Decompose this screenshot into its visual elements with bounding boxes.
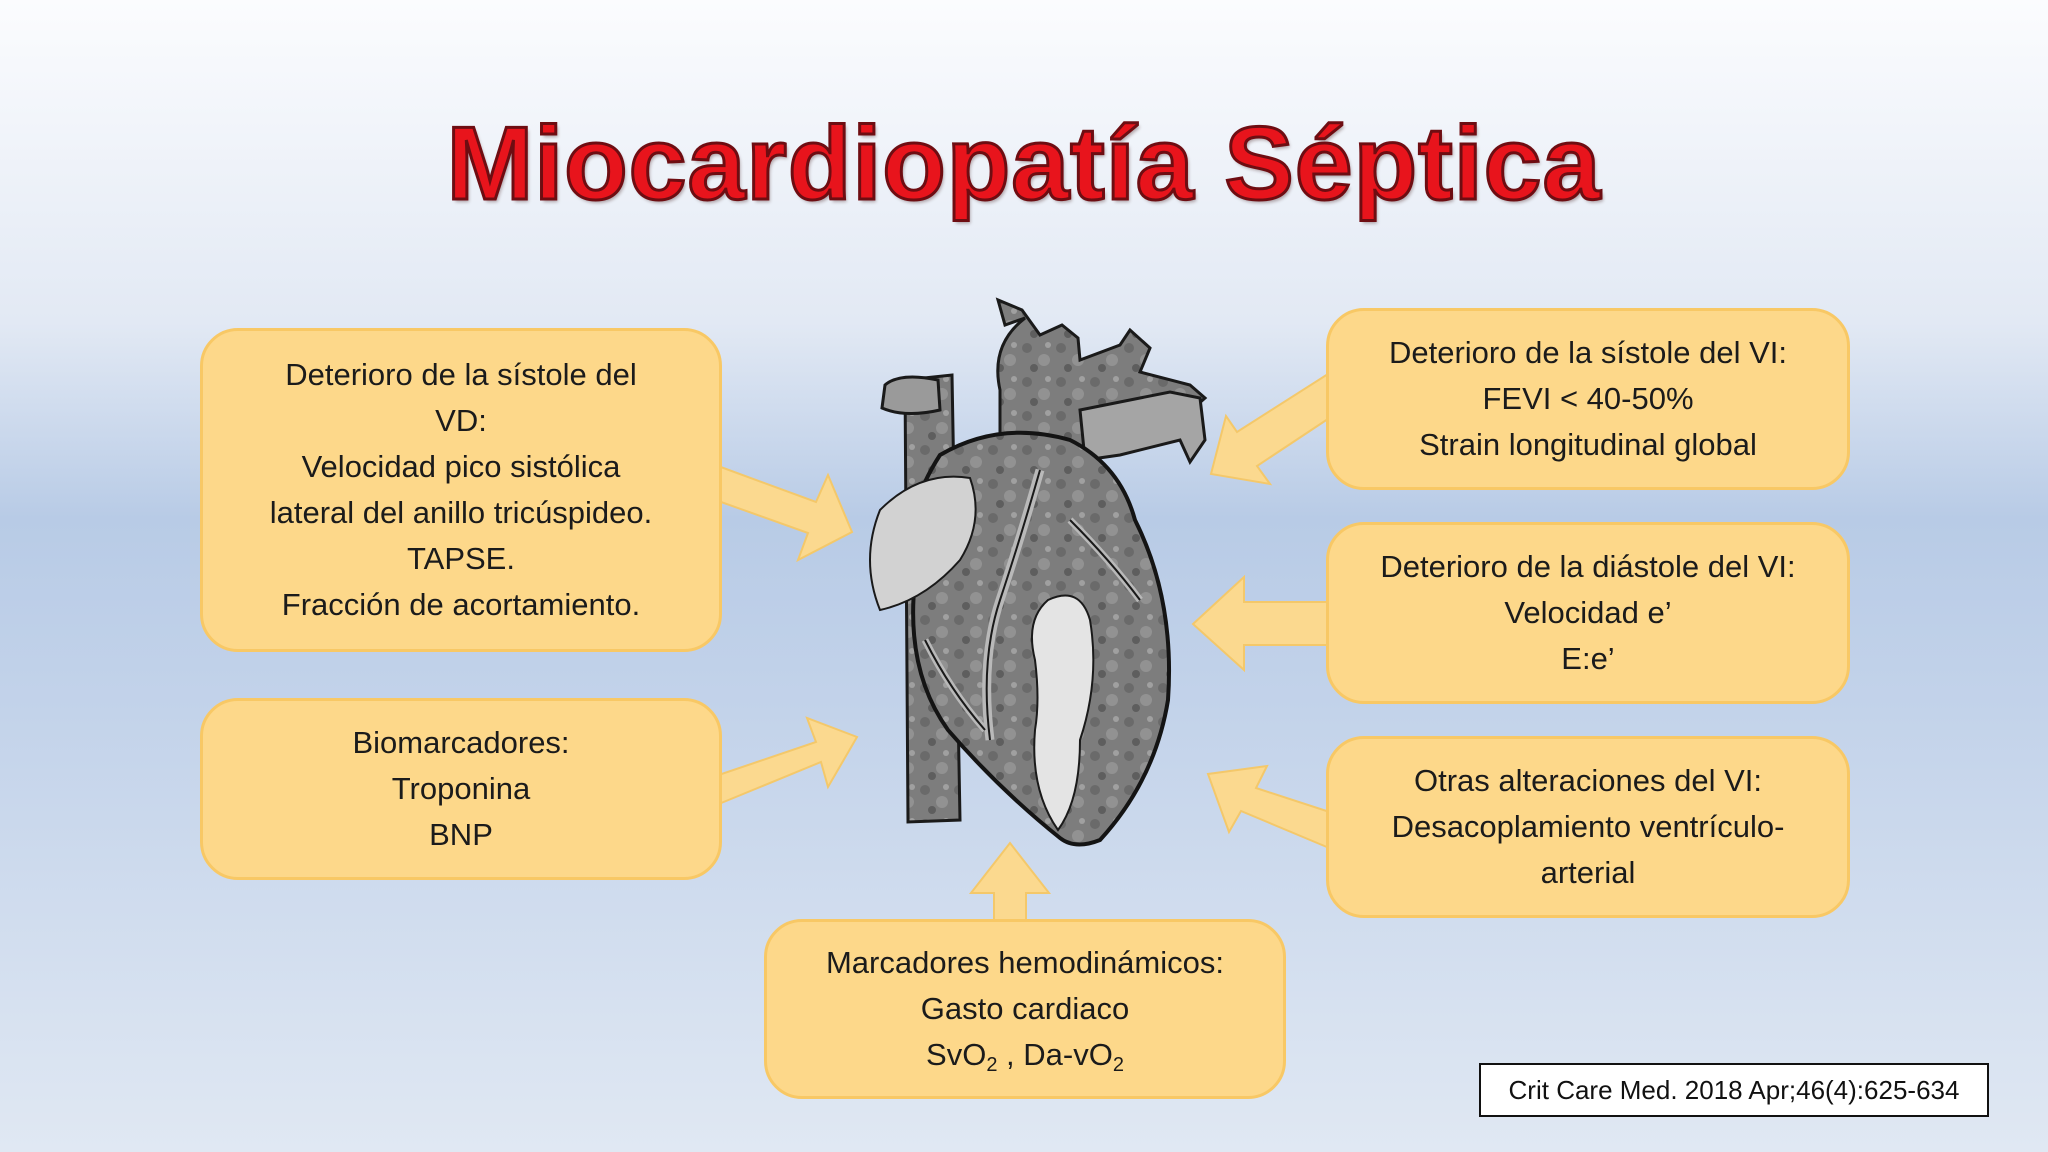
citation-box: Crit Care Med. 2018 Apr;46(4):625-634 xyxy=(1479,1063,1989,1117)
arrow-lv-diastole xyxy=(1193,577,1340,670)
lv-other-line-1: Otras alteraciones del VI: xyxy=(1413,763,1763,798)
biomarkers-line-3: BNP xyxy=(429,817,493,852)
lv-diastole-line-1: Deterioro de la diástole del VI: xyxy=(1380,549,1796,584)
davo2-label: Da-vO xyxy=(1023,1037,1113,1072)
rv-systole-box xyxy=(200,328,722,652)
lv-diastole-line-2: Velocidad e’ xyxy=(1504,595,1672,630)
lv-systole-line-2: FEVI < 40-50% xyxy=(1482,381,1694,416)
biomarkers-line-2: Troponina xyxy=(391,771,531,806)
lv-systole-box xyxy=(1326,308,1850,490)
lv-other-line-3: arterial xyxy=(1540,855,1636,890)
hemodynamic-line-3 xyxy=(926,1032,1124,1078)
lv-other-line-2: Desacoplamiento ventrículo- xyxy=(1391,809,1785,844)
svo2-label: SvO xyxy=(926,1037,987,1072)
rv-systole-line-3: Velocidad pico sistólica xyxy=(301,449,621,484)
davo2-subscript: 2 xyxy=(1112,1054,1124,1076)
arrow-rv-systole xyxy=(707,466,852,560)
lv-systole-line-3: Strain longitudinal global xyxy=(1419,427,1757,462)
lv-diastole-line-3: E:e’ xyxy=(1561,641,1615,676)
rv-systole-line-2: VD: xyxy=(435,403,487,438)
rv-systole-line-5: TAPSE. xyxy=(407,541,515,576)
slide-title: Miocardiopatía Séptica xyxy=(446,106,1602,222)
lv-diastole-box xyxy=(1326,522,1850,704)
biomarkers-line-1: Biomarcadores: xyxy=(352,725,570,760)
rv-systole-line-6: Fracción de acortamiento. xyxy=(281,587,641,622)
lv-other-box xyxy=(1326,736,1850,918)
svo2-subscript: 2 xyxy=(986,1054,998,1076)
biomarkers-box xyxy=(200,698,722,880)
hemodynamic-line-1: Marcadores hemodinámicos: xyxy=(825,945,1224,980)
rv-systole-line-4: lateral del anillo tricúspideo. xyxy=(269,495,653,530)
separator: , xyxy=(997,1037,1024,1072)
hemodynamic-box xyxy=(764,919,1286,1099)
rv-systole-line-1: Deterioro de la sístole del xyxy=(285,357,637,392)
hemodynamic-line-2: Gasto cardiaco xyxy=(920,991,1130,1026)
lv-systole-line-1: Deterioro de la sístole del VI: xyxy=(1388,335,1788,370)
